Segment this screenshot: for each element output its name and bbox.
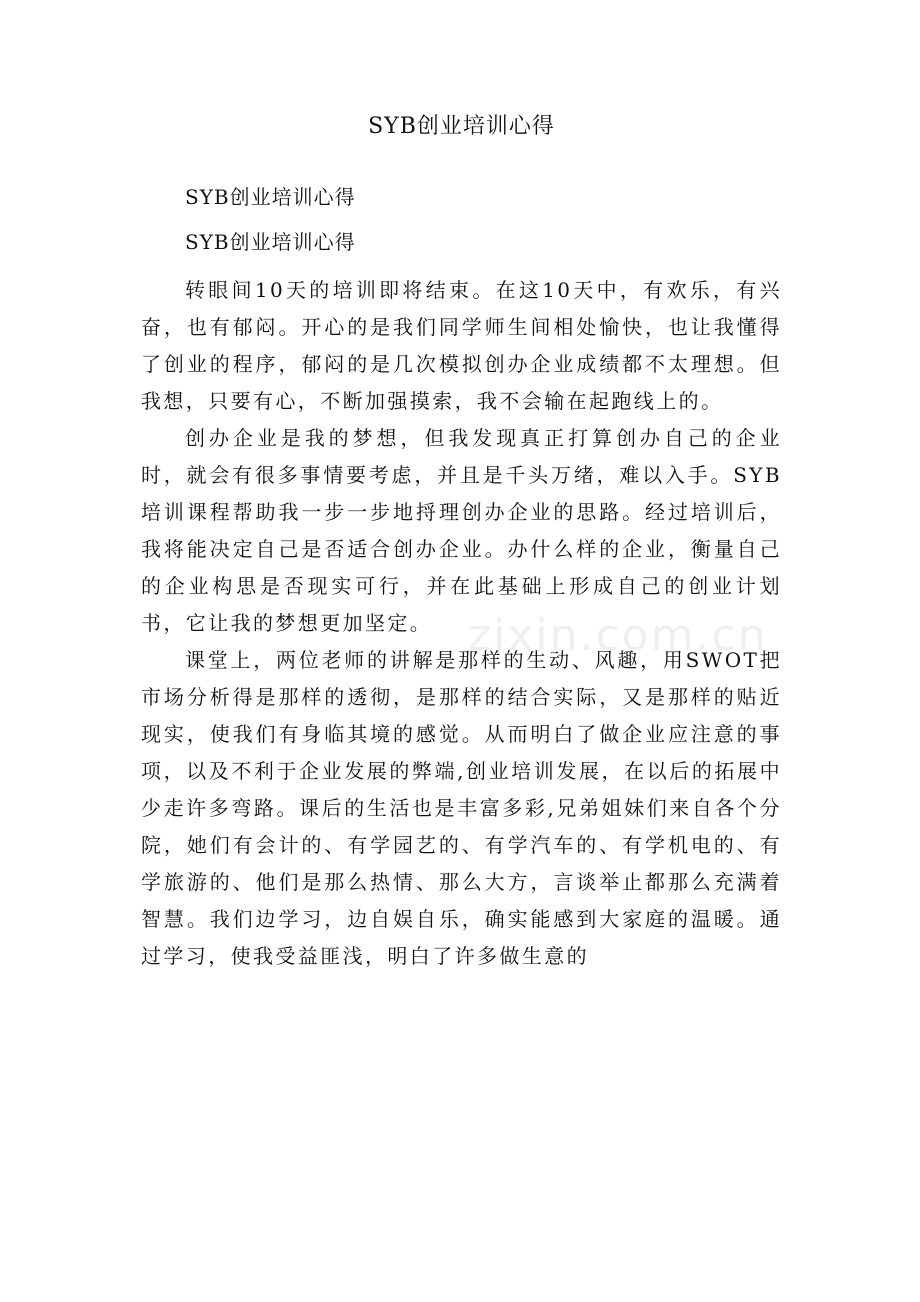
subtitle-1: SYB创业培训心得 [185,185,356,209]
watermark: zixin.com.cn [468,610,768,661]
paragraph-2: 创办企业是我的梦想，但我发现真正打算创办自己的企业时，就会有很多事情要考虑，并且是千头万绪，难以入手。SYB培训课程帮助我一步一步地捋理创办企业的思路。经过培训后，我将能决定自己是否适合创办企业。办什么样的企业，衡量自己的企业构思是否现实可行，并在此基础上形成自己的创业计划书，它让我的梦想更加坚定。 [141,426,782,635]
paragraph-1: 转眼间10天的培训即将结束。在这10天中，有欢乐，有兴奋，也有郁闷。开心的是我们同学师生间相处愉快，也让我懂得了创业的程序，郁闷的是几次模拟创办企业成绩都不太理想。但我想，只要有心，不断加强摸索，我不会输在起跑线上的。 [141,278,782,413]
paragraph-3: 课堂上，两位老师的讲解是那样的生动、风趣，用SWOT把市场分析得是那样的透彻，是那样的结合实际，又是那样的贴近现实，使我们有身临其境的感觉。从而明白了做企业应注意的事项，以及不利于企业发展的弊端,创业培训发展，在以后的拓展中少走许多弯路。课后的生活也是丰富多彩,兄弟姐妹们来自各个分院，她们有会计的、有学园艺的、有学汽车的、有学机电的、有学旅游的、他们是那么热情、那么大方，言谈举止都那么充满着智慧。我们边学习，边自娱自乐，确实能感到大家庭的温暖。通过学习，使我受益匪浅，明白了许多做生意的 [141,648,782,968]
subtitle-2: SYB创业培训心得 [185,230,356,254]
document-title: SYB创业培训心得 [368,114,555,139]
